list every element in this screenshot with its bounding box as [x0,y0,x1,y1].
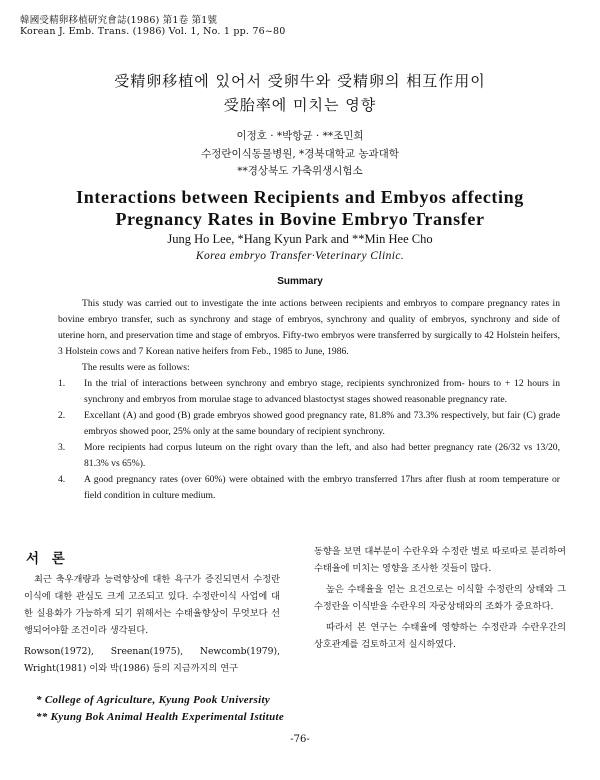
english-authors: Jung Ho Lee, *Hang Kyun Park and **Min Hee Cho [167,232,433,246]
page-number: -76- [290,734,310,745]
intro-right-paragraph-1: 동향을 보면 대부분이 수란우와 수정란 별로 따로따로 분리하여 수태율에 미치는 영향을 조사한 것들이 많다. [314,546,566,574]
result-item [58,472,560,504]
korean-affiliation-2: **경상북도 가축위생시험소 [237,165,363,177]
intro-left-paragraph-1: 최근 축우개량과 능력향상에 대한 욕구가 증진되면서 수정란이식에 대한 관심도 크게 고조되고 있다. 수정란이식 사업에 대한 실용화가 가능하게 되기 위해서는 수태율향상이 무엇보다 선행되어야할 조건이라 생각된다. [24,574,280,636]
result-item-text: Excellant (A) and good (B) grade embryos showed good pregnancy rate, 81.8% and 73.3% respectively, but fair (C) grade embryos showed poor, 25% only at the same boundary of recipient synchrony. [84,410,560,437]
results-intro: The results were as follows: [82,362,190,373]
result-item-number: 2. [58,410,66,421]
intro-right-column [314,543,566,653]
result-item [58,440,560,472]
institution: Korea embryo Transfer·Veterinary Clinic. [195,250,405,262]
result-item-number: 4. [58,474,66,485]
introduction-heading: 서 론 [26,551,69,567]
result-item-number: 3. [58,442,66,453]
korean-title-line1: 受精卵移植에 있어서 受卵牛와 受精卵의 相互作用이 [114,72,486,90]
journal-header-english: Korean J. Emb. Trans. (1986) Vol. 1, No. 1 pp. 76~80 [20,26,286,37]
korean-author-names: 이정호 · *박항균 · **조민희 [236,130,364,142]
korean-affiliation-1: 수정란이식동물병원, *경북대학교 농과대학 [201,148,399,160]
english-title-line2: Pregnancy Rates in Bovine Embryo Transfer [115,209,485,229]
summary-body [58,296,560,504]
intro-right-paragraph-3: 따라서 본 연구는 수태율에 영향하는 수정란과 수란우간의 상호관계를 검토하고저 실시하였다. [314,622,566,650]
result-item [58,376,560,408]
journal-header-korean: 韓國受精卵移植研究會誌(1986) 第1卷 第1號 [20,15,218,26]
intro-right-paragraph-2: 높은 수태율을 얻는 요건으로는 이식할 수정란의 상태와 그 수정란을 이식받을 수란우의 자궁상태와의 조화가 중요하다. [314,584,566,612]
result-item [58,408,560,440]
english-title-line1: Interactions between Recipients and Embyos affecting [76,187,524,207]
footnote-1: * College of Agriculture, Kyung Pook University [36,694,270,706]
summary-heading: Summary [277,276,323,287]
result-item-text: More recipients had corpus luteum on the right ovary than the left, and also had better pregnancy rate (26/32 vs 13/20, 81.3% vs 65%). [84,442,560,469]
korean-title-line2: 受胎率에 미치는 영향 [223,96,377,114]
result-item-text: In the trial of interactions between synchrony and embryo stage, recipients synchronized from- hours to + 12 hours in synchrony and embryos from morulae stage to advanced blastoctyst stages showed reasonable pregnancy rate. [84,378,560,405]
summary-paragraph: This study was carried out to investigate the inte actions between recipients and embryos to compare pregnancy rates in bovine embryo transfer, such as synchrony and stage of embryos, synchrony and quality of embryos, synchrony and side of uterine horn, and preservation time and stage of embryos. Fifty-two embryos were transferred by surgically to 42 Holstein heifers, 3 Holstein cows and 7 Korean native heifers from Feb., 1985 to June, 1986. [58,298,560,357]
footnote-2: ** Kyung Bok Animal Health Experimental Istitute [36,711,285,723]
result-item-text: A good pregnancy rates (over 60%) were obtained with the embryo transferred 17hrs after flush at room temperature or field condition in culture medium. [84,474,560,501]
intro-left-paragraph-2: Rowson(1972), Sreenan(1975), Newcomb(1979), Wright(1981) 이와 박(1986) 등의 지금까지의 연구 [24,646,280,674]
result-item-number: 1. [58,378,66,389]
intro-left-column [24,571,280,677]
